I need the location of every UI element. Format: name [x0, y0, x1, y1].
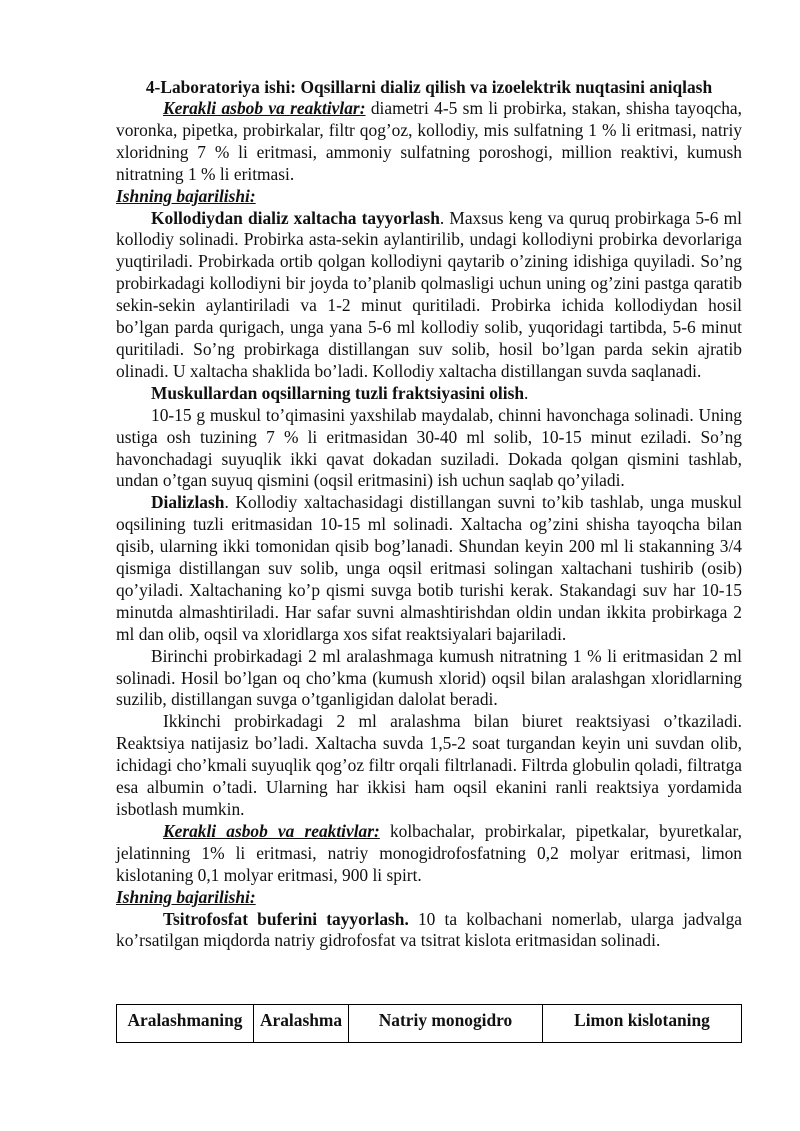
- table-header-cell: Aralashma: [254, 1005, 349, 1043]
- equipment-label-2: Kerakli asbob va reaktivlar:: [163, 820, 380, 841]
- equipment-text-2: kolbachalar, probirkalar, pipetkalar, byuretkalar, jelatinning 1% li eritmasi, natriy monogidrofosfatning 0,2 molyar eritmasi, limon kislotaning 0,1 molyar eritmasi, 900 li spirt.: [116, 820, 742, 885]
- equipment-text: diametri 4-5 sm li probirka, stakan, shisha tayoqcha, voronka, pipetka, probirkalar, filtr qog’oz, kollodiy, mis sulfatning 1 % li eritmasi, natriy xloridning 7 % li eritmasi, ammoniy sulfatning poroshogi, million reaktivi, kumush nitratning 1 % li eritmasi.: [116, 98, 742, 184]
- section-title-collodion: Kollodiydan dializ xaltacha tayyorlash: [151, 207, 440, 228]
- procedure-heading: Ishning bajarilishi:: [116, 185, 256, 206]
- paragraph-dialysis: [116, 492, 742, 645]
- buffer-text: 10 ta kolbachani nomerlab, ularga jadvalga ko’rsatilgan miqdorda natriy gidrofosfat va tsitrat kislota eritmasidan solinadi.: [116, 908, 742, 951]
- document-page: [116, 76, 742, 952]
- section-title-dialysis: Dializlash: [151, 492, 225, 513]
- table-header-cell: Aralashmaning: [117, 1005, 254, 1043]
- paragraph-muscle-fraction: [116, 383, 742, 405]
- procedure-heading-2: Ishning bajarilishi:: [116, 886, 256, 907]
- paragraph-buffer: [116, 909, 742, 953]
- muscle-title-dot: .: [524, 382, 529, 403]
- mixture-table: [116, 1004, 742, 1043]
- table-header-row: [117, 1005, 742, 1043]
- dialysis-text: . Kollodiy xaltachasidagi distillangan suvni to’kib tashlab, unga muskul oqsilining tuzli eritmasidan 10-15 ml solinadi. Xaltacha og’zini shisha tayoqcha bilan qisib, ularning ikki tomonidan qisib bog’lanadi. Shundan keyin 200 ml li stakanning 3/4 qismiga distillangan suv solib, unga oqsil eritmasi solingan xaltachani tushirib (osib) qo’yiladi. Xaltachaning ko’p qismi suvga botib turishi kerak. Stakandagi suv har 10-15 minutda almashtiriladi. Har safar suvni almashtirishdan oldin undan ikkita probirkaga 2 ml dan olib, oqsil va xloridlarga xos sifat reaktsiyalari bajariladi.: [116, 492, 742, 644]
- paragraph-equipment-1: [116, 98, 742, 186]
- equipment-label: Kerakli asbob va reaktivlar:: [163, 98, 366, 118]
- paragraph-muscle-text: 10-15 g muskul to’qimasini yaxshilab maydalab, chinni havonchaga solinadi. Uning ustiga osh tuzining 7 % li eritmasidan 30-40 ml solib, 10-15 minut eziladi. So’ng havonchadagi suyuqlik ikki qavat dokadan suziladi. Dokada qolgan qismini tashlab, undan o’tgan suyuq qismini (oqsil eritmasini) ish uchun saqlab qo’yiladi.: [116, 404, 742, 491]
- paragraph-equipment-2: [116, 821, 742, 887]
- paragraph-second-tube: Ikkinchi probirkadagi 2 ml aralashma bilan biuret reaktsiyasi o’tkaziladi. Reaktsiya natijasiz bo’ladi. Xaltacha suvda 1,5-2 soat turgandan keyin uni suvdan olib, ichidagi cho’kmali suyuqlik qog’oz filtr orqali filtrlanadi. Filtrda globulin qoladi, filtratga esa albumin o’tadi. Ularning har ikkisi ham oqsil ekanini ranli reaktsiya yordamida isbotlash mumkin.: [116, 711, 742, 819]
- section-title-muscle: Muskullardan oqsillarning tuzli fraktsiyasini olish: [151, 382, 525, 403]
- table-header-cell: Natriy monogidro: [349, 1005, 543, 1043]
- paragraph-first-tube: Birinchi probirkadagi 2 ml aralashmaga kumush nitratning 1 % li eritmasidan 2 ml solinadi. Hosil bo’lgan oq cho’kma (kumush xlorid) oqsil bilan aralashgan xloridlarning suzilib, distillangan suvga o’tganligidan dalolat beradi.: [116, 645, 742, 710]
- paragraph-collodion-bag: [116, 208, 742, 383]
- table-header-cell: Limon kislotaning: [543, 1005, 742, 1043]
- lab-title: 4-Laboratoriya ishi: Oqsillarni dializ qilish va izoelektrik nuqtasini aniqlash: [145, 77, 713, 97]
- collodion-text: . Maxsus keng va quruq probirkaga 5-6 ml kollodiy solinadi. Probirka asta-sekin aylantirilib, undagi kollodiyni probirka devorlariga yuqtiriladi. Probirkada ortib qolgan kollodiyni qaytarib o’zining idishiga quyiladi. So’ng probirkadagi kollodiyni bir joyda to’planib qolmasligi uchun uning og’zini pastga qaratib sekin-sekin aylantiriladi va 1-2 minut quritiladi. Probirka ichida kollodiydan hosil bo’lgan parda qurigach, unga yana 5-6 ml kollodiy solib, yuqoridagi tartibda, 5-6 minut quritiladi. So’ng probirkaga distillangan suv solib, hosil bo’lgan parda sekin ajratib olinadi. U xaltacha shaklida bo’ladi. Kollodiy xaltacha distillangan suvda saqlanadi.: [116, 207, 742, 381]
- section-title-buffer: Tsitrofosfat buferini tayyorlash.: [163, 908, 409, 929]
